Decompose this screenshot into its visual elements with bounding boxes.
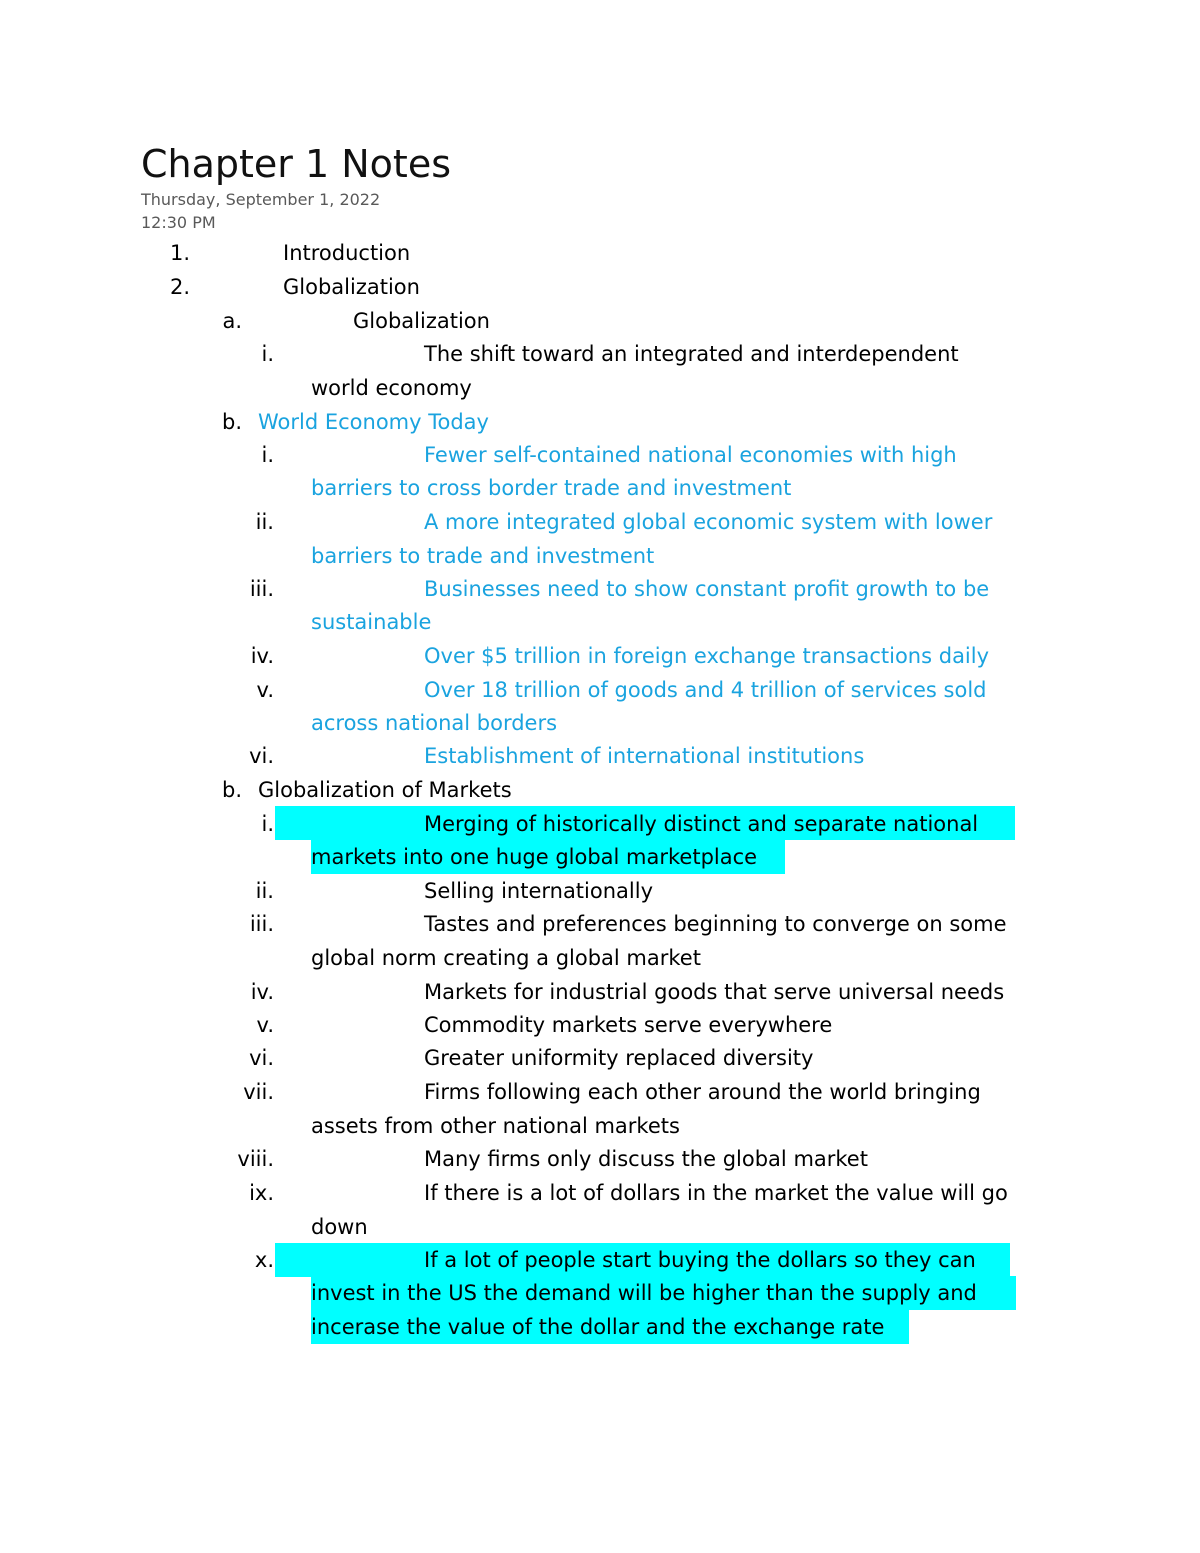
list-marker: a. xyxy=(222,309,242,333)
list-item-text: Selling internationally xyxy=(424,879,654,903)
list-item-text: incerase the value of the dollar and the exchange rate xyxy=(311,1315,885,1339)
list-item-text: invest in the US the demand will be higher than the supply and xyxy=(311,1281,977,1305)
list-item-text: markets into one huge global marketplace xyxy=(311,845,758,869)
list-item-text: Establishment of international institutions xyxy=(424,744,865,768)
list-marker: b. xyxy=(221,778,242,802)
list-marker: ii. xyxy=(255,510,274,534)
list-item-text: barriers to trade and investment xyxy=(311,544,655,568)
list-item-text: Over 18 trillion of goods and 4 trillion of services sold xyxy=(424,678,987,702)
list-marker: i. xyxy=(261,342,274,366)
list-marker: i. xyxy=(261,812,274,836)
list-item-text: A more integrated global economic system with lower xyxy=(424,510,993,534)
list-marker: ii. xyxy=(255,879,274,903)
section-heading: World Economy Today xyxy=(258,410,489,434)
list-item-text: The shift toward an integrated and interdependent xyxy=(424,342,959,366)
list-marker: v. xyxy=(256,1013,274,1037)
list-item-text: global norm creating a global market xyxy=(311,946,701,970)
page-title: Chapter 1 Notes xyxy=(141,142,452,186)
list-item-text: Merging of historically distinct and separate national xyxy=(424,812,979,836)
list-marker: vi. xyxy=(249,1046,274,1070)
list-marker: 1. xyxy=(169,241,190,265)
list-item-text: barriers to cross border trade and investment xyxy=(311,476,792,500)
list-item-text: If there is a lot of dollars in the market the value will go xyxy=(424,1181,1008,1205)
list-item-text: If a lot of people start buying the dollars so they can xyxy=(424,1248,976,1272)
list-marker: iv. xyxy=(250,644,274,668)
note-date: Thursday, September 1, 2022 xyxy=(141,190,381,209)
list-item-text: Commodity markets serve everywhere xyxy=(424,1013,833,1037)
list-item-text: Markets for industrial goods that serve universal needs xyxy=(424,980,1005,1004)
list-marker: ix. xyxy=(249,1181,274,1205)
list-item-text: sustainable xyxy=(311,610,432,634)
list-marker: iii. xyxy=(249,912,274,936)
list-item-text: Introduction xyxy=(283,241,411,265)
list-marker: 2. xyxy=(169,275,190,299)
list-item-text: Tastes and preferences beginning to converge on some xyxy=(424,912,1007,936)
section-heading: Globalization of Markets xyxy=(258,778,512,802)
list-item-text: Businesses need to show constant profit growth to be xyxy=(424,577,990,601)
list-item-text: Globalization xyxy=(353,309,490,333)
list-marker: x. xyxy=(254,1248,274,1272)
list-marker: b. xyxy=(221,410,242,434)
list-item-text: Fewer self-contained national economies with high xyxy=(424,443,957,467)
list-marker: vii. xyxy=(243,1080,274,1104)
list-item-text: assets from other national markets xyxy=(311,1114,680,1138)
list-item-text: Globalization xyxy=(283,275,420,299)
list-marker: iii. xyxy=(249,577,274,601)
list-item-text: across national borders xyxy=(311,711,558,735)
list-item-text: Greater uniformity replaced diversity xyxy=(424,1046,814,1070)
note-time: 12:30 PM xyxy=(141,213,216,232)
list-item-text: down xyxy=(311,1215,368,1239)
list-item-text: world economy xyxy=(311,376,472,400)
list-item-text: Over $5 trillion in foreign exchange transactions daily xyxy=(424,644,990,668)
list-marker: vi. xyxy=(249,744,274,768)
list-marker: i. xyxy=(261,443,274,467)
list-item-text: Many firms only discuss the global market xyxy=(424,1147,868,1171)
list-marker: iv. xyxy=(250,980,274,1004)
list-marker: viii. xyxy=(237,1147,274,1171)
list-marker: v. xyxy=(256,678,274,702)
list-item-text: Firms following each other around the world bringing xyxy=(424,1080,981,1104)
